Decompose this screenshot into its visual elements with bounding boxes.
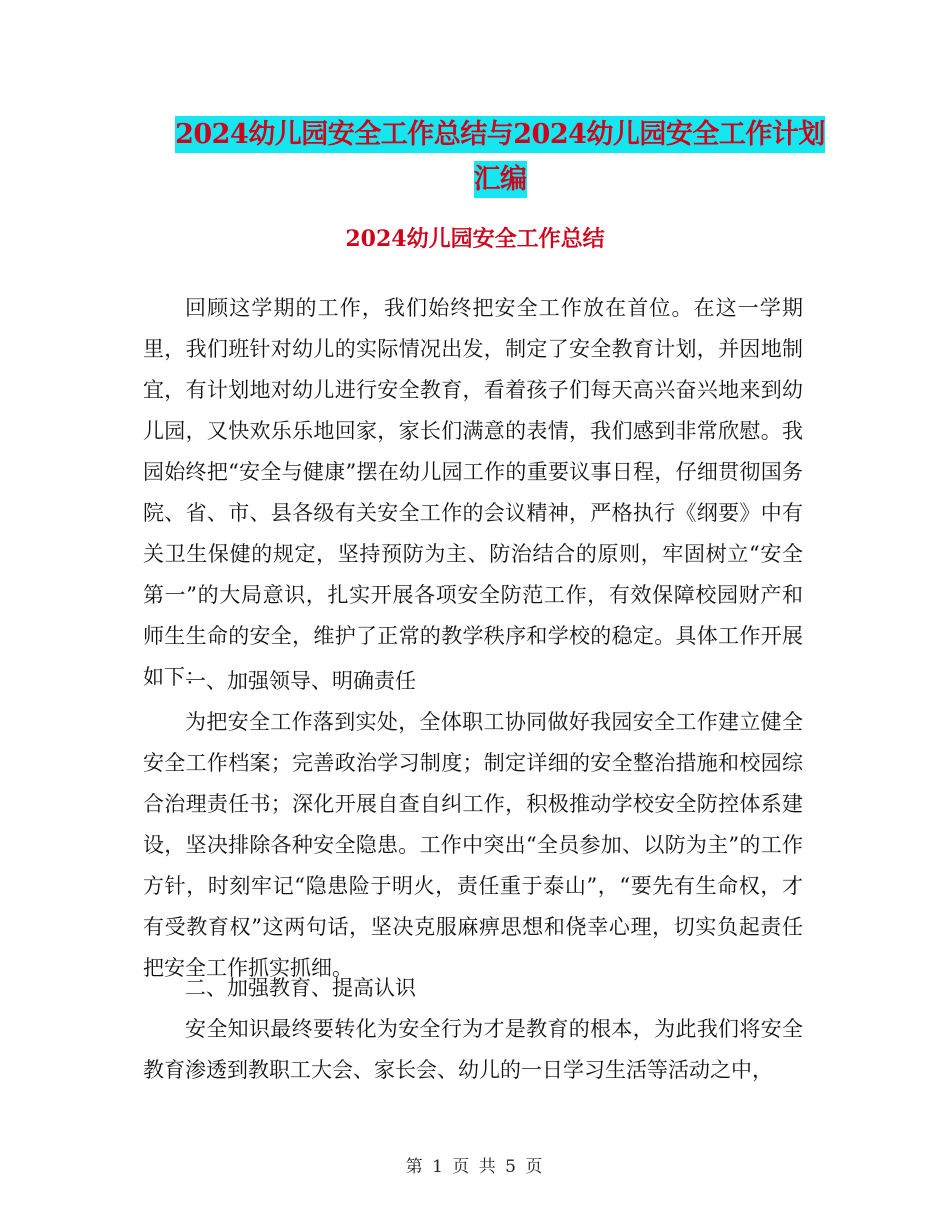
section-title: 2024幼儿园安全工作总结 — [345, 226, 605, 252]
body-paragraph: 安全知识最终要转化为安全行为才是教育的根本，为此我们将安全教育渗透到教职工大会、家长会、幼儿的一日学习生活等活动之中， — [143, 1017, 803, 1082]
document-title-line-1 — [100, 112, 900, 151]
page-number-footer: 第 1 页 共 5 页 — [405, 1157, 545, 1177]
body-paragraph: 为把安全工作落到实处，全体职工协同做好我园安全工作建立健全安全工作档案；完善政治学习制度；制定详细的安全整治措施和校园综合治理责任书；深化开展自查自纠工作，积极推动学校安全防控体系建设，坚决排除各种安全隐患。工作中突出“全员参加、以防为主”的工作方针，时刻牢记“隐患险于明火，责任重于泰山”，“要先有生命权，才有受教育权”这两句话，坚决克服麻痹思想和侥幸心理，切实负起责任把安全工作抓实抓细。 — [143, 710, 803, 980]
document-title-line-2 — [100, 157, 900, 196]
title-highlight: 2024幼儿园安全工作总结与2024幼儿园安全工作计划 — [175, 116, 825, 153]
title-highlight: 汇编 — [474, 161, 527, 198]
section-heading: 二、加强教育、提高认识 — [185, 976, 416, 1000]
body-paragraph: 回顾这学期的工作，我们始终把安全工作放在首位。在这一学期里，我们班针对幼儿的实际情况出发，制定了安全教育计划，并因地制宜，有计划地对幼儿进行安全教育，看着孩子们每天高兴奋兴地来到幼儿园，又快欢乐乐地回家，家长们满意的表情，我们感到非常欣慰。我园始终把“安全与健康”摆在幼儿园工作的重要议事日程，仔细贯彻国务院、省、市、县各级有关安全工作的会议精神，严格执行《纲要》中有关卫生保健的规定，坚持预防为主、防治结合的原则，牢固树立“安全第一”的大局意识，扎实开展各项安全防范工作，有效保障校园财产和师生生命的安全，维护了正常的教学秩序和学校的稳定。具体工作开展如下： — [143, 296, 803, 689]
section-heading: 一、加强领导、明确责任 — [185, 669, 416, 693]
